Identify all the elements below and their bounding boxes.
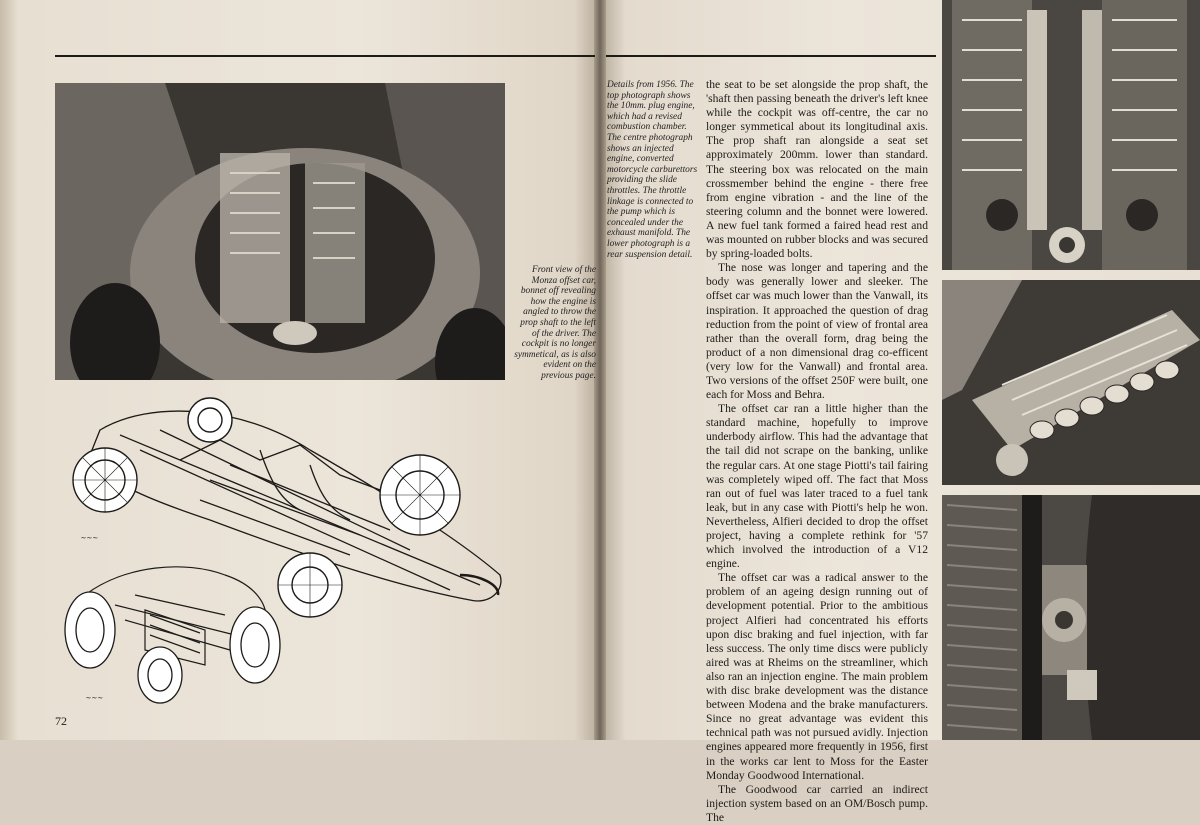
front-view-caption: Front view of the Monza offset car, bonnet off revealing how the engine is angled to throw the prop shaft to the left of the driver. The cockpit is no longer symmetical, as is also evident on the previous page. (514, 265, 596, 381)
svg-text:∼∼∼: ∼∼∼ (80, 534, 98, 542)
body-paragraph-5: The Goodwood car carried an indirect injection system based on an OM/Bosch pump. The (706, 782, 928, 824)
chassis-drawing (55, 555, 285, 705)
svg-text:∼∼∼: ∼∼∼ (85, 694, 103, 702)
centre-engine-photo (942, 280, 1200, 485)
rear-suspension-photo (942, 495, 1200, 740)
body-paragraph-2: The nose was longer and tapering and the body was generally lower and sleeker. The offset car was much lower than the Vanwall, its inspiration. It approached the question of drag reduction from the point of view of frontal area rather than the overall form, drag being the product of a non dimensional drag co-efficent (very low for the Vanwall) and frontal area. Two versions of the offset 250F were built, one each for Moss and Behra. (706, 261, 928, 402)
article-body (706, 78, 928, 825)
top-engine-photo (942, 0, 1200, 270)
front-view-photo (55, 83, 505, 380)
left-page-top-rule (55, 55, 595, 57)
body-paragraph-1: the seat to be set alongside the prop shaft, the 'shaft then passing beneath the driver's left knee while the cockpit was off-centre, the car no longer symmetical about its longitudinal axis. The prop shaft ran alongside a seat set approximately 200mm. lower than standard. The steering box was relocated on the main crossmember behind the engine - there free from engine vibration - and the line of the steering column and the bonnet were lowered. A new fuel tank formed a faired head rest and was mounted on rubber blocks and was secured by spring-loaded bolts. (706, 78, 928, 261)
page-number: 72 (55, 714, 67, 728)
right-page-top-rule (606, 55, 936, 57)
body-paragraph-3: The offset car ran a little higher than the standard machine, hopefully to improve underbody airflow. This had the advantage that the tail did not scrape on the banking, unlike the regular cars. At one stage Piotti's tail fairing was completely wiped off. The fact that Moss ran out of fuel was later traced to a fuel tank leak, but in any case with Piotti's help he won. Nevertheless, Alfieri decided to drop the offset project, having a complete rethink for '57 which involved the introduction of a V12 engine. (706, 402, 928, 571)
details-caption: Details from 1956. The top photograph shows the 10mm. plug engine, which had a revised combustion chamber. The centre photograph shows an injected engine, converted motorcycle carburettors providing the slide throttles. The throttle linkage is connected to the pump which is concealed under the exhaust manifold. The lower photograph is a rear suspension detail. (607, 80, 698, 260)
body-paragraph-4: The offset car was a radical answer to the problem of an ageing design running out of development potential. Prior to the ambitious project Alfieri had concentrated his efforts upon disc braking and fuel injection, with far less success. The only time discs were publicly aired was at Rheims on the streamliner, which also ran an injection engine. The main problem with disc brake development was the distance between Modena and the brake manufacturers. Since no great advantage was evident this technical path was not pursued avidly. Injection engines appeared more frequently in 1956, first in the works car lent to Moss for the Easter Monday Goodwood International. (706, 571, 928, 782)
